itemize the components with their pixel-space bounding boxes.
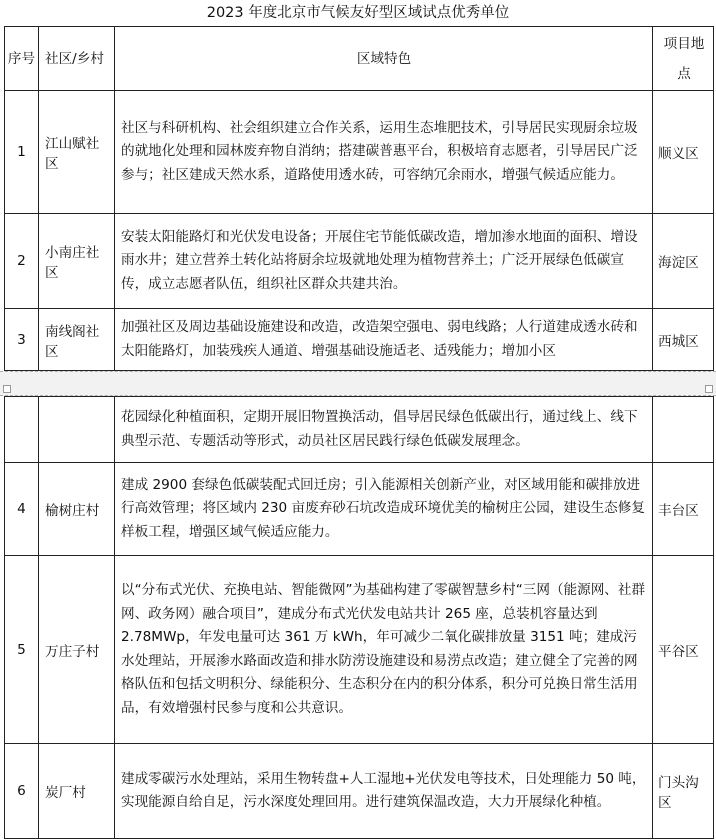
row-feature: 社区与科研机构、社会组织建立合作关系，运用生态堆肥技术，引导居民实现厨余垃圾的就地化处理和园林废弃物自消纳；搭建碳普惠平台，积极培育志愿者，引导居民广泛参与；社区建成天然水系，道路使用透水砖，可容纳冗余雨水，增强气候适应能力。 [115, 91, 653, 214]
row-location: 西城区 [653, 309, 714, 371]
row-name [39, 397, 115, 463]
row-location: 海淀区 [653, 214, 714, 309]
header-location: 项目地点 [653, 27, 714, 91]
row-location: 顺义区 [653, 91, 714, 214]
page-break-line [0, 371, 716, 372]
header-num: 序号 [5, 27, 39, 91]
units-table-part-1 [4, 26, 714, 371]
header-feature: 区域特色 [115, 27, 653, 91]
table-row [5, 744, 714, 839]
units-table-part-2 [4, 396, 714, 839]
row-num: 2 [5, 214, 39, 309]
row-name: 小南庄社区 [39, 214, 115, 309]
row-num: 6 [5, 744, 39, 839]
page-break-marker [3, 385, 11, 393]
table-row [5, 556, 714, 744]
row-num: 3 [5, 309, 39, 371]
row-name: 榆树庄村 [39, 463, 115, 556]
page-break-marker [705, 385, 713, 393]
table-row [5, 309, 714, 371]
row-feature: 安装太阳能路灯和光伏发电设备；开展住宅节能低碳改造，增加渗水地面的面积、增设雨水井；建立营养土转化站将厨余垃圾就地处理为植物营养土；广泛开展绿色低碳宣传，成立志愿者队伍，组织社区群众共建共治。 [115, 214, 653, 309]
row-location: 平谷区 [653, 556, 714, 744]
table-row [5, 214, 714, 309]
header-name: 社区/乡村 [39, 27, 115, 91]
row-location [653, 397, 714, 463]
row-name: 南线阁社区 [39, 309, 115, 371]
row-name: 炭厂村 [39, 744, 115, 839]
row-feature: 以“分布式光伏、充换电站、智能微网”为基础构建了零碳智慧乡村“三网（能源网、社群网、政务网）融合项目”，建成分布式光伏发电站共计 265 座，总装机容量达到 2.78MWp，年发电量可达 361 万 kWh，年可减少二氧化碳排放量 3151 吨；建成污水处理站，开展渗水路面改造和排水防涝设施建设和易涝点改造；建立健全了完善的网格队伍和包括文明积分、绿能积分、生态积分在内的积分体系，积分可兑换日常生活用品，有效增强村民参与度和公共意识。 [115, 556, 653, 744]
row-num: 5 [5, 556, 39, 744]
table-row [5, 397, 714, 463]
row-location: 门头沟区 [653, 744, 714, 839]
row-num [5, 397, 39, 463]
row-name: 江山赋社区 [39, 91, 115, 214]
row-location: 丰台区 [653, 463, 714, 556]
table-row [5, 91, 714, 214]
row-num: 4 [5, 463, 39, 556]
row-feature: 加强社区及周边基础设施建设和改造，改造架空强电、弱电线路；人行道建成透水砖和太阳能路灯，加装残疾人通道、增强基础设施适老、适残能力；增加小区 [115, 309, 653, 371]
row-feature: 花园绿化种植面积，定期开展旧物置换活动，倡导居民绿色低碳出行，通过线上、线下典型示范、专题活动等形式，动员社区居民践行绿色低碳发展理念。 [115, 397, 653, 463]
row-feature: 建成 2900 套绿色低碳装配式回迁房；引入能源相关创新产业，对区域用能和碳排放进行高效管理；将区域内 230 亩废弃砂石坑改造成环境优美的榆树庄公园，建设生态修复样板工程，增强区域气候适应能力。 [115, 463, 653, 556]
table-row [5, 463, 714, 556]
document-title: 2023 年度北京市气候友好型区域试点优秀单位 [206, 5, 510, 21]
row-num: 1 [5, 91, 39, 214]
row-feature: 建成零碳污水处理站，采用生物转盘+人工湿地+光伏发电等技术，日处理能力 50 吨，实现能源自给自足，污水深度处理回用。进行建筑保温改造，大力开展绿化种植。 [115, 744, 653, 839]
table-header-row [5, 27, 714, 91]
page-break-gap [0, 371, 716, 396]
row-name: 万庄子村 [39, 556, 115, 744]
